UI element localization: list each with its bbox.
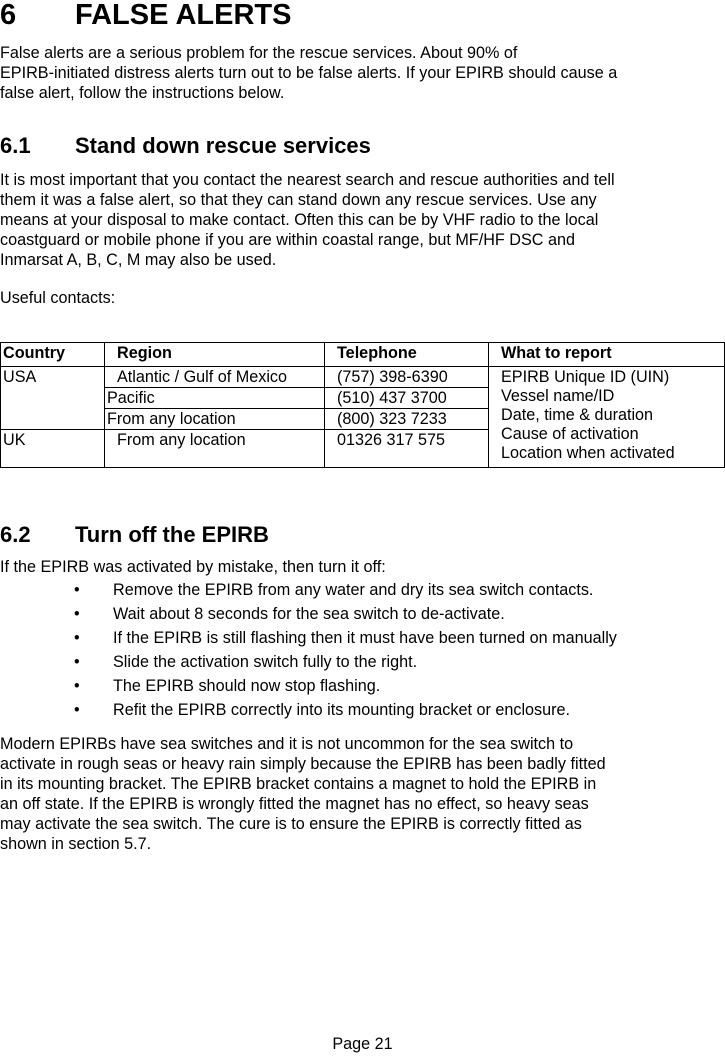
country-cell: USA bbox=[1, 367, 105, 430]
table-row bbox=[1, 367, 725, 388]
report-item: EPIRB Unique ID (UIN) bbox=[501, 368, 670, 386]
telephone-cell: (510) 437 3700 bbox=[325, 388, 489, 409]
paragraph-line: Inmarsat A, B, C, M may also be used. bbox=[0, 251, 277, 269]
header-what-to-report: What to report bbox=[489, 343, 725, 367]
bullet-icon: • bbox=[74, 581, 80, 599]
bullet-icon: • bbox=[74, 677, 80, 695]
what-to-report-cell bbox=[489, 367, 725, 468]
intro-line: False alerts are a serious problem for the rescue services. About 90% of bbox=[0, 44, 518, 62]
telephone-cell: (800) 323 7233 bbox=[325, 409, 489, 430]
contacts-table bbox=[0, 342, 725, 468]
header-country: Country bbox=[1, 343, 105, 367]
list-item bbox=[0, 676, 617, 700]
section-number: 6 bbox=[0, 0, 17, 31]
telephone-cell: (757) 398-6390 bbox=[325, 367, 489, 388]
bullet-icon: • bbox=[74, 605, 80, 623]
intro-line: false alert, follow the instructions below. bbox=[0, 84, 285, 102]
section-title: FALSE ALERTS bbox=[75, 0, 292, 31]
stand-down-paragraph bbox=[0, 170, 615, 270]
section-heading bbox=[0, 0, 291, 32]
step-text: The EPIRB should now stop flashing. bbox=[113, 677, 381, 695]
step-text: Refit the EPIRB correctly into its mounting bracket or enclosure. bbox=[113, 701, 571, 719]
step-text: Wait about 8 seconds for the sea switch to de-activate. bbox=[113, 605, 505, 623]
list-item bbox=[0, 700, 617, 724]
region-cell: From any location bbox=[105, 430, 325, 468]
region-cell: From any location bbox=[105, 409, 325, 430]
paragraph-line: in its mounting bracket. The EPIRB bracket contains a magnet to hold the EPIRB in bbox=[0, 775, 597, 793]
paragraph-line: may activate the sea switch. The cure is to ensure the EPIRB is correctly fitted as bbox=[0, 815, 582, 833]
report-item: Date, time & duration bbox=[501, 406, 654, 424]
bullet-icon: • bbox=[74, 629, 80, 647]
turn-off-steps bbox=[0, 580, 617, 724]
useful-contacts-label: Useful contacts: bbox=[0, 289, 116, 307]
list-item bbox=[0, 580, 617, 604]
report-item: Cause of activation bbox=[501, 425, 639, 443]
intro-line: EPIRB-initiated distress alerts turn out to be false alerts. If your EPIRB should cause a bbox=[0, 64, 618, 82]
paragraph-line: an off state. If the EPIRB is wrongly fitted the magnet has no effect, so heavy seas bbox=[0, 795, 589, 813]
step-text: If the EPIRB is still flashing then it must have been turned on manually bbox=[113, 629, 617, 647]
header-telephone: Telephone bbox=[325, 343, 489, 367]
paragraph-line: Modern EPIRBs have sea switches and it is not uncommon for the sea switch to bbox=[0, 735, 574, 753]
subsection-heading-6-2 bbox=[0, 522, 269, 548]
paragraph-line: coastguard or mobile phone if you are within coastal range, but MF/HF DSC and bbox=[0, 231, 575, 249]
list-item bbox=[0, 652, 617, 676]
paragraph-line: activate in rough seas or heavy rain simply because the EPIRB has been badly fitted bbox=[0, 755, 606, 773]
paragraph-line: It is most important that you contact the nearest search and rescue authorities and tell bbox=[0, 171, 615, 189]
bullet-icon: • bbox=[74, 653, 80, 671]
subsection-heading-6-1 bbox=[0, 133, 371, 159]
report-item: Vessel name/ID bbox=[501, 387, 615, 405]
subsection-title: Turn off the EPIRB bbox=[75, 522, 269, 547]
list-item bbox=[0, 628, 617, 652]
region-cell: Pacific bbox=[105, 388, 325, 409]
country-cell: UK bbox=[1, 430, 105, 468]
step-text: Slide the activation switch fully to the right. bbox=[113, 653, 418, 671]
table-header-row bbox=[1, 343, 725, 367]
subsection-number: 6.2 bbox=[0, 522, 31, 547]
report-item: Location when activated bbox=[501, 444, 675, 462]
paragraph-line: shown in section 5.7. bbox=[0, 835, 152, 853]
sea-switch-paragraph bbox=[0, 734, 606, 854]
paragraph-line: them it was a false alert, so that they can stand down any rescue services. Use any bbox=[0, 191, 597, 209]
subsection-title: Stand down rescue services bbox=[75, 133, 371, 158]
page-number: Page 21 bbox=[332, 1035, 393, 1053]
bullet-icon: • bbox=[74, 701, 80, 719]
telephone-cell: 01326 317 575 bbox=[325, 430, 489, 468]
subsection-number: 6.1 bbox=[0, 133, 31, 158]
turn-off-lead: If the EPIRB was activated by mistake, then turn it off: bbox=[0, 558, 386, 576]
section-intro bbox=[0, 43, 617, 103]
step-text: Remove the EPIRB from any water and dry its sea switch contacts. bbox=[113, 581, 594, 599]
paragraph-line: means at your disposal to make contact. Often this can be by VHF radio to the local bbox=[0, 211, 599, 229]
region-cell: Atlantic / Gulf of Mexico bbox=[105, 367, 325, 388]
header-region: Region bbox=[105, 343, 325, 367]
list-item bbox=[0, 604, 617, 628]
